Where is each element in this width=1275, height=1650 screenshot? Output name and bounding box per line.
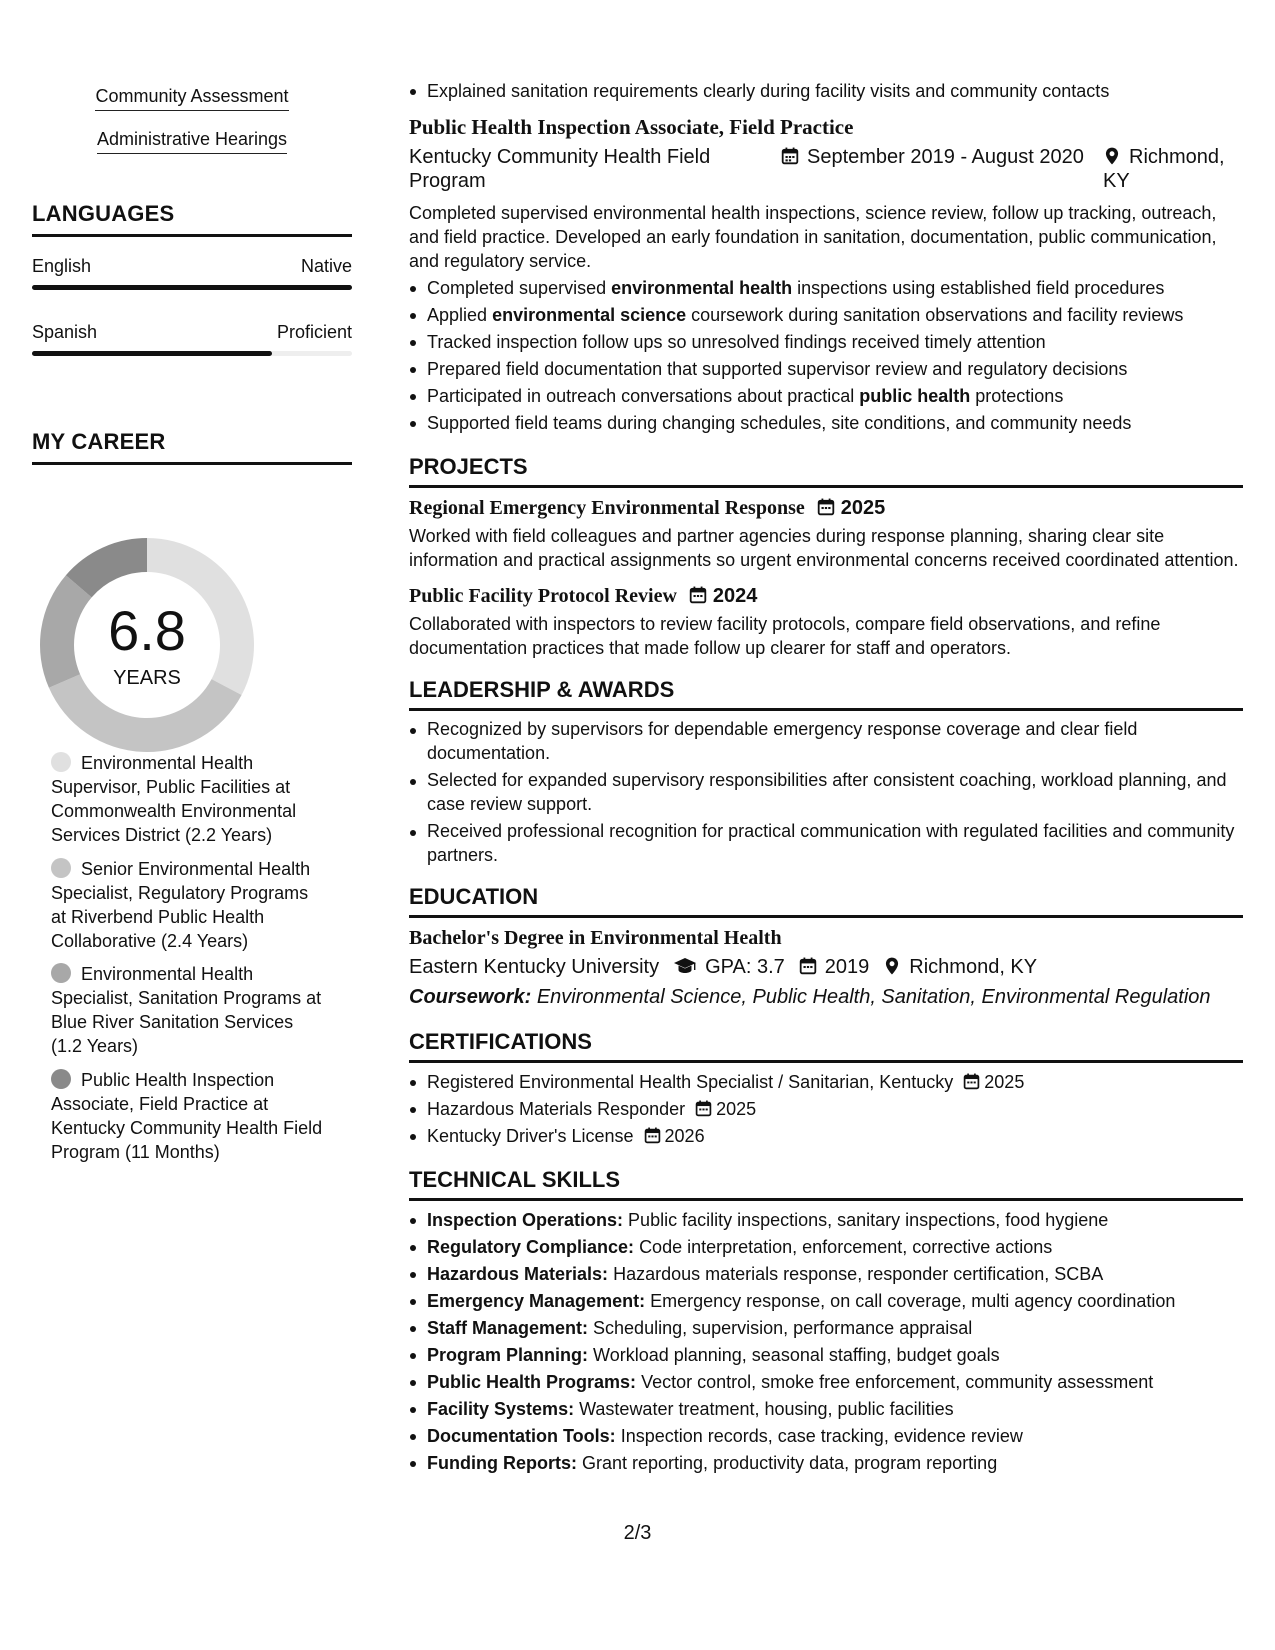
languages-heading: LANGUAGES: [32, 200, 352, 237]
calendar-icon: [695, 1100, 712, 1117]
legend-dot: [51, 752, 71, 772]
skill-tag: Community Assessment: [88, 84, 296, 111]
list-item: Hazardous Materials: Hazardous materials response, responder certification, SCBA: [409, 1261, 1243, 1288]
job-title: Public Health Inspection Associate, Field Practice: [409, 115, 854, 139]
list-item: Inspection Operations: Public facility inspections, sanitary inspections, food hygiene: [409, 1207, 1243, 1234]
calendar-icon: [963, 1073, 980, 1090]
list-item: Regulatory Compliance: Code interpretation, enforcement, corrective actions: [409, 1234, 1243, 1261]
legend-dot: [51, 858, 71, 878]
language-name: English: [32, 256, 92, 276]
graduation-year: 2019: [824, 956, 870, 978]
list-item: Explained sanitation requirements clearly during facility visits and community contacts: [409, 78, 1243, 105]
job-description: Completed supervised environmental health inspections, science review, follow up tracking, outreach, and field practice. Developed an early foundation in sanitation, documentation, public communication, and regulatory service.: [409, 203, 1217, 271]
project-description: Collaborated with inspectors to review facility protocols, compare field observations, and refine documentation practices that made follow up clearer for staff and operators.: [409, 614, 1161, 658]
language-bar: [32, 285, 352, 290]
list-item: Applied environmental science coursework during sanitation observations and facility reviews: [409, 302, 1243, 329]
language-level: Proficient: [276, 322, 352, 342]
list-item: Program Planning: Workload planning, seasonal staffing, budget goals: [409, 1342, 1243, 1369]
calendar-icon: [644, 1127, 661, 1144]
list-item: Completed supervised environmental health inspections using established field procedures: [409, 275, 1243, 302]
language-bar: [32, 351, 352, 356]
degree-title: Bachelor's Degree in Environmental Health: [409, 927, 782, 949]
projects-heading: PROJECTS: [409, 453, 1243, 488]
coursework: Coursework: Environmental Science, Public Health, Sanitation, Environmental Regulation: [409, 986, 1211, 1008]
technical-skills-heading: TECHNICAL SKILLS: [409, 1166, 1243, 1201]
list-item: Public Health Programs: Vector control, smoke free enforcement, community assessment: [409, 1369, 1243, 1396]
language-level: Native: [300, 256, 352, 276]
education-meta: [409, 952, 1243, 982]
skill-tag: Administrative Hearings: [88, 127, 296, 154]
project-description: Worked with field colleagues and partner agencies during response planning, sharing clear site information and practical assignments so urgent environmental concerns received coordinated attention.: [409, 526, 1239, 570]
school-name: Eastern Kentucky University: [409, 956, 660, 978]
leadership-heading: LEADERSHIP & AWARDS: [409, 676, 1243, 711]
list-item: Prepared field documentation that supported supervisor review and regulatory decisions: [409, 356, 1243, 383]
certifications-heading: CERTIFICATIONS: [409, 1028, 1243, 1063]
career-total-years: 6.8: [108, 599, 186, 662]
certifications-list: [409, 1069, 1243, 1150]
language-row: [32, 254, 352, 278]
list-item: Emergency Management: Emergency response, on call coverage, multi agency coordination: [409, 1288, 1243, 1315]
job-location: Richmond, KY: [1103, 146, 1225, 192]
language-bar-fill: [32, 351, 272, 356]
list-item: Staff Management: Scheduling, supervision, performance appraisal: [409, 1315, 1243, 1342]
language-row: [32, 320, 352, 344]
career-total-unit: YEARS: [113, 667, 181, 689]
career-heading: MY CAREER: [32, 428, 352, 465]
job-meta: [409, 145, 1243, 193]
calendar-icon: [799, 957, 817, 975]
list-item: Documentation Tools: Inspection records, case tracking, evidence review: [409, 1423, 1243, 1450]
page-number: 2/3: [623, 1522, 652, 1544]
list-item: Kentucky Driver's License 2026: [409, 1123, 1243, 1150]
legend-dot: [51, 1069, 71, 1089]
language-bar-fill: [32, 285, 352, 290]
right-column: [409, 78, 1243, 1477]
list-item: Tracked inspection follow ups so unresolved findings received timely attention: [409, 329, 1243, 356]
list-item: Selected for expanded supervisory responsibilities after consistent coaching, workload planning, and case review support.: [409, 768, 1243, 816]
career-legend-item: Environmental Health Specialist, Sanitation Programs at Blue River Sanitation Services (1.2 Years): [51, 964, 322, 1056]
leadership-list: [409, 717, 1243, 867]
list-item: Received professional recognition for practical communication with regulated facilities and community partners.: [409, 819, 1243, 867]
graduation-cap-icon: [673, 957, 697, 975]
skills-list: [409, 1207, 1243, 1477]
list-item: Hazardous Materials Responder 2025: [409, 1096, 1243, 1123]
language-name: Spanish: [32, 322, 98, 342]
calendar-icon: [817, 498, 835, 516]
list-item: Funding Reports: Grant reporting, productivity data, program reporting: [409, 1450, 1243, 1477]
job-company: Kentucky Community Health Field Program: [409, 146, 711, 192]
calendar-icon: [689, 586, 707, 604]
gpa: GPA: 3.7: [705, 956, 785, 978]
career-legend-item: Senior Environmental Health Specialist, Regulatory Programs at Riverbend Public Health Collaborative (2.4 Years): [51, 859, 311, 951]
legend-dot: [51, 963, 71, 983]
list-item: Recognized by supervisors for dependable emergency response coverage and clear field documentation.: [409, 717, 1243, 765]
job-bullets: [409, 275, 1243, 437]
career-legend-item: Environmental Health Supervisor, Public Facilities at Commonwealth Environmental Services District (2.2 Years): [51, 753, 297, 845]
project-title: Regional Emergency Environmental Response 2025: [409, 497, 886, 519]
school-location: Richmond, KY: [909, 956, 1038, 978]
career-legend-item: Public Health Inspection Associate, Field Practice at Kentucky Community Health Field Program (11 Months): [51, 1070, 323, 1162]
list-item: Supported field teams during changing schedules, site conditions, and community needs: [409, 410, 1243, 437]
map-pin-icon: [1103, 147, 1121, 165]
map-pin-icon: [883, 957, 901, 975]
calendar-icon: [781, 147, 799, 165]
list-item: Participated in outreach conversations about practical public health protections: [409, 383, 1243, 410]
job-dates: September 2019 - August 2020: [781, 145, 1103, 193]
project-title: Public Facility Protocol Review 2024: [409, 585, 758, 607]
education-heading: EDUCATION: [409, 883, 1243, 918]
list-item: Registered Environmental Health Specialist / Sanitarian, Kentucky 2025: [409, 1069, 1243, 1096]
list-item: Facility Systems: Wastewater treatment, housing, public facilities: [409, 1396, 1243, 1423]
previous-job-bullets: [409, 78, 1243, 105]
